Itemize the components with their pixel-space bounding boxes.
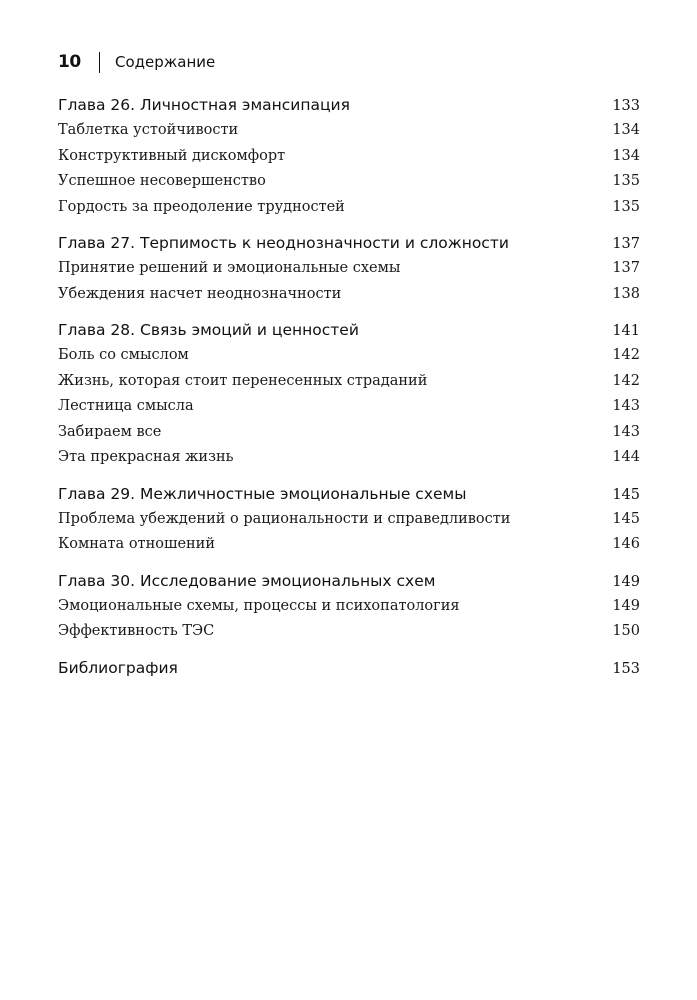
toc-section-page: 145 — [612, 510, 640, 527]
toc-section-page: 134 — [612, 122, 640, 138]
toc-section-entry[interactable] — [58, 282, 640, 308]
toc-section-title: Комната отношений — [58, 536, 216, 552]
toc-section-entry[interactable] — [58, 394, 640, 420]
toc-section-title: Проблема убеждений о рациональности и справедливости — [58, 510, 511, 527]
toc-section-entry[interactable] — [58, 420, 640, 446]
toc-section-title: Забираем все — [58, 423, 162, 440]
toc-section-entry[interactable] — [58, 343, 640, 369]
running-head — [58, 50, 215, 74]
toc-section-entry[interactable] — [58, 169, 640, 195]
toc-section-entry[interactable] — [58, 144, 640, 170]
toc-section-page: 134 — [612, 147, 640, 164]
toc-chapter-entry[interactable] — [58, 481, 640, 507]
toc-chapter — [58, 92, 640, 220]
page-number: 10 — [58, 52, 81, 72]
toc-section-title: Жизнь, которая стоит перенесенных страданий — [58, 372, 428, 389]
book-page — [58, 0, 640, 1000]
toc-section-page: 143 — [612, 398, 640, 414]
toc-chapter — [58, 317, 640, 471]
toc-section-title: Успешное несовершенство — [58, 173, 266, 189]
toc-section-page: 138 — [612, 285, 640, 302]
toc-section-title: Принятие решений и эмоциональные схемы — [58, 260, 401, 276]
toc-section-entry[interactable] — [58, 195, 640, 221]
toc-chapter-entry[interactable] — [58, 655, 640, 681]
toc-chapter — [58, 230, 640, 307]
toc-section-title: Боль со смыслом — [58, 347, 189, 363]
toc-section-title: Гордость за преодоление трудностей — [58, 198, 345, 215]
toc-chapter-page: 137 — [612, 236, 640, 252]
toc-chapter-page: 141 — [612, 323, 640, 339]
toc-section-page: 144 — [612, 449, 640, 465]
toc-section-page: 135 — [612, 198, 640, 215]
toc-chapter-page: 133 — [612, 98, 640, 114]
table-of-contents — [58, 92, 640, 691]
toc-chapter-title: Глава 27. Терпимость к неоднозначности и сложности — [58, 234, 509, 252]
toc-section-title: Эффективность ТЭС — [58, 623, 215, 639]
toc-chapter-entry[interactable] — [58, 92, 640, 118]
toc-chapter-entry[interactable] — [58, 230, 640, 256]
toc-section-entry[interactable] — [58, 507, 640, 533]
toc-chapter-page: 145 — [612, 486, 640, 503]
toc-section-page: 146 — [612, 536, 640, 552]
toc-section-entry[interactable] — [58, 445, 640, 471]
running-head-title: Содержание — [114, 53, 216, 71]
toc-section-page: 150 — [612, 623, 640, 639]
toc-section-entry[interactable] — [58, 256, 640, 282]
toc-section-page: 135 — [612, 173, 640, 189]
toc-chapter-title: Глава 26. Личностная эмансипация — [58, 96, 350, 114]
toc-section-entry[interactable] — [58, 594, 640, 620]
toc-chapter-entry[interactable] — [58, 317, 640, 343]
toc-section-page: 149 — [612, 597, 640, 614]
toc-chapter — [58, 568, 640, 645]
toc-section-title: Лестница смысла — [58, 398, 194, 414]
toc-chapter — [58, 481, 640, 558]
toc-section-entry[interactable] — [58, 532, 640, 558]
toc-chapter-title: Библиография — [58, 658, 178, 677]
toc-section-entry[interactable] — [58, 118, 640, 144]
toc-section-page: 137 — [612, 260, 640, 276]
toc-section-entry[interactable] — [58, 369, 640, 395]
toc-chapter-page: 153 — [612, 660, 640, 677]
toc-chapter-entry[interactable] — [58, 568, 640, 594]
header-divider — [99, 52, 100, 73]
toc-chapter-title: Глава 30. Исследование эмоциональных схем — [58, 571, 436, 590]
toc-section-page: 142 — [612, 347, 640, 363]
toc-section-title: Таблетка устойчивости — [58, 122, 239, 138]
toc-section-title: Конструктивный дискомфорт — [58, 147, 286, 164]
toc-section-title: Эмоциональные схемы, процессы и психопатология — [58, 597, 460, 614]
toc-section-page: 143 — [612, 423, 640, 440]
toc-section-page: 142 — [612, 372, 640, 389]
toc-chapter-title: Глава 29. Межличностные эмоциональные схемы — [58, 484, 467, 503]
toc-chapter — [58, 655, 640, 681]
toc-section-title: Эта прекрасная жизнь — [58, 449, 234, 465]
toc-section-title: Убеждения насчет неоднозначности — [58, 285, 342, 302]
toc-chapter-title: Глава 28. Связь эмоций и ценностей — [58, 321, 359, 339]
toc-section-entry[interactable] — [58, 619, 640, 645]
toc-chapter-page: 149 — [612, 573, 640, 590]
